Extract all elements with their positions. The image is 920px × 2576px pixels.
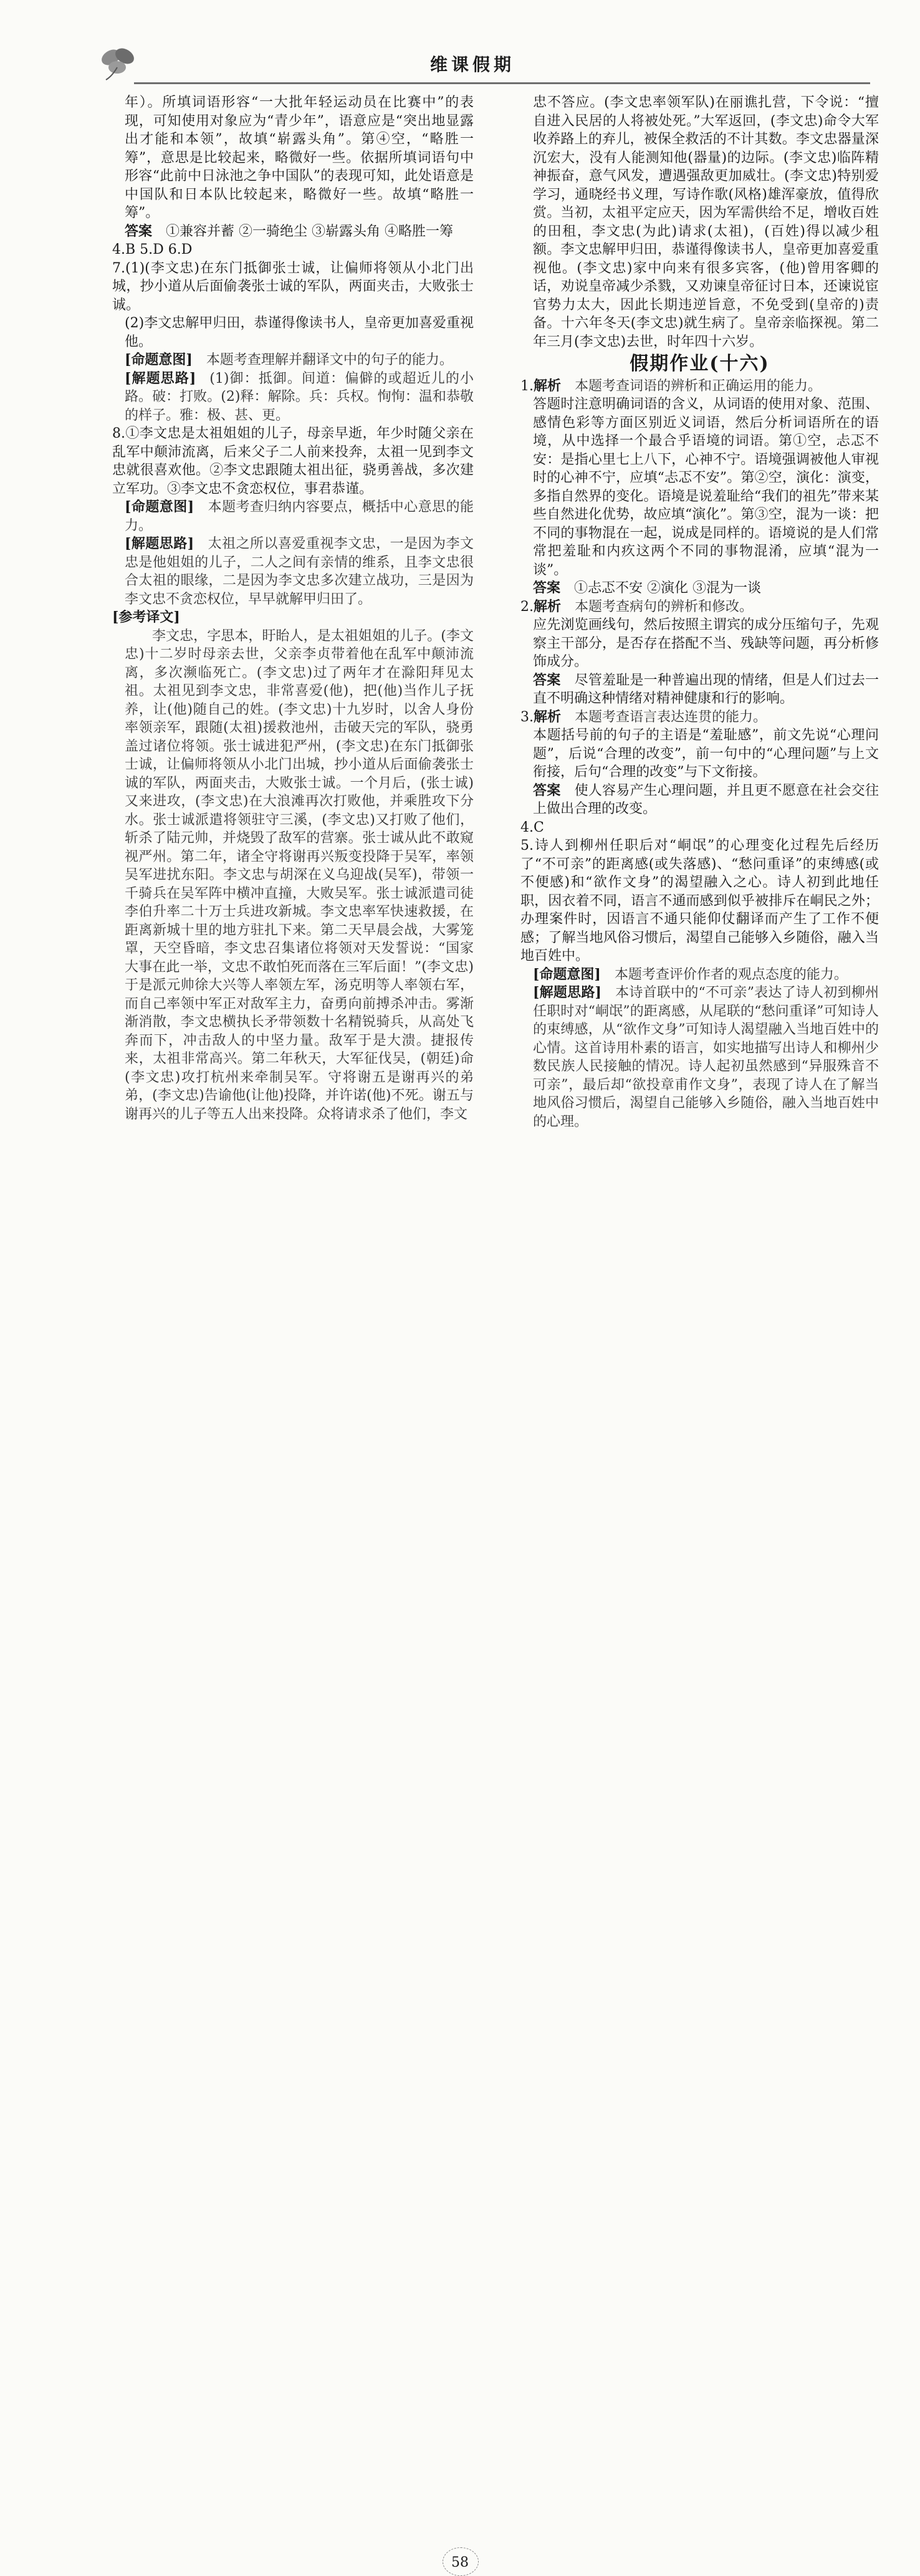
label-tag: [命题意图] [125, 499, 194, 515]
paragraph: 李文忠，字思本，盱眙人，是太祖姐姐的儿子。(李文忠)十二岁时母亲去世，父亲李贞带着他在乱军中颠沛流离，多次濒临死亡。(李文忠)过了两年才在滁阳拜见太祖。太祖见到李文忠，非常喜爱(他)，把(他)当作儿子抚养，让(他)随自己的姓。(李文忠)十九岁时，以舍人身份率领亲军，跟随(太祖)援救池州，击破天完的军队，骁勇盖过诸位将领。张士诚进犯严州，(李文忠)在东门抵御张士诚，让偏师将领从小北门出城，抄小道从后面偷袭张士诚的军队，两面夹击，大败张士诚。一个月后，(张士诚)又来进攻，(李文忠)在大浪滩再次打败他，并乘胜攻下分水。张士诚派遣将领驻守三溪，(李文忠)又打败了他们，斩杀了陆元帅，并烧毁了敌军的营寨。张士诚从此不敢窥视严州。第二年，诸全守将谢再兴叛变投降于吴军，率领吴军进扰东阳。李文忠与胡深在义乌迎战(吴军)，带领一千骑兵在吴军阵中横冲直撞，大败吴军。张士诚派遣司徒李伯升率二十万士兵进攻新城。李文忠率军快速救援，在距离新城十里的地方驻扎下来。第二天早晨会战，大雾笼罩，天空昏暗，李文忠召集诸位将领对天发誓说：“国家大事在此一举，文忠不敢怕死而落在三军后面！”(李文忠)于是派元帅徐大兴等人率领左军，汤克明等人率领右军，而自己率领中军正对敌军主力，奋勇向前搏杀冲击。雾渐渐消散，李文忠横执长矛带领数十名精锐骑兵，从高处飞奔而下，冲击敌人的中坚力量。敌军于是大溃。捷报传来，太祖非常高兴。第二年秋天，大军征伐吴，(朝廷)命(李文忠)攻打杭州来牵制吴军。守将谢五是谢再兴的弟弟，(李文忠)告谕他(让他)投降，并许诺(他)不死。谢五与谢再兴的儿子等五人出来投降。众将请求杀了他们，李文 [125, 628, 474, 1122]
answer-block [520, 782, 879, 819]
block-text: 本题考查语言表达连贯的能力。 [575, 709, 767, 725]
label-tag: [命题意图] [125, 352, 193, 368]
label-tag: 解析 [534, 377, 562, 394]
block-text: 本题考查病句的辨析和修改。 [575, 598, 754, 615]
explanation-block [520, 708, 879, 727]
explanation-block [112, 535, 474, 608]
label-tag: [命题意图] [533, 966, 601, 983]
label-tag: 解析 [534, 598, 562, 615]
numbered-item: 7.(1)(李文忠)在东门抵御张士诚，让偏师将领从小北门出城，抄小道从后面偷袭张士诚的军队，两面夹击，大败张士诚。 [112, 260, 474, 313]
block-text: 本题考查理解并翻译文中的句子的能力。 [206, 352, 453, 368]
block-text: 使人容易产生心理问题，并且更不愿意在社会交往上做出合理的改变。 [533, 782, 879, 817]
paragraph: 应先浏览画线句，然后按照主谓宾的成分压缩句子，先观察主干部分，是否存在搭配不当、残缺等问题，再分析修饰成分。 [533, 617, 879, 670]
item-number: 3. [520, 709, 534, 725]
page-number: 58 [451, 2555, 469, 2570]
paragraph: 答题时注意明确词语的含义，从词语的使用对象、范围、感情色彩等方面区别近义词语，然后分析词语所在的语境，从中选择一个最合乎语境的词语。第①空，忐忑不安：是指心里七上八下，心神不宁。语境强调被他人审视时的心神不宁，应填“忐忑不安”。第②空，演化：演变，多指自然界的变化。语境是说羞耻给“我们的祖先”带来某些自然进化优势，故应填“演化”。第③空，混为一谈：把不同的事物混在一起，说成是同样的。语境说的是人们常常把羞耻和内疚这两个不同的事物混淆，应填“混为一谈”。 [533, 396, 879, 578]
block-text: 本诗首联中的“不可亲”表达了诗人初到柳州任职时对“峒氓”的距离感，从尾联的“愁问重译”可知诗人的束缚感，从“欲作文身”可知诗人渴望融入当地百姓中的心情。这首诗用朴素的语言，如实地描写出诗人和柳州少数民族人民接触的情况。诗人起初虽然感到“异服殊音不可亲”，最后却“欲投章甫作文身”，表现了诗人在了解当地风俗习惯后，渴望自己能够入乡随俗，融入当地百姓中的心理。 [533, 985, 879, 1130]
explanation-block [520, 377, 879, 396]
block-text: ①兼容并蓄 ②一骑绝尘 ③崭露头角 ④略胜一筹 [166, 223, 453, 239]
label-tag: 答案 [533, 580, 561, 596]
page-header [0, 0, 920, 87]
answer-block [520, 671, 879, 708]
explanation-block [112, 370, 474, 425]
block-text: 本题考查评价作者的观点态度的能力。 [614, 966, 848, 983]
label-tag: 解析 [534, 708, 562, 725]
item-number: 2. [520, 598, 534, 615]
block-text: ①忐忑不安 ②演化 ③混为一谈 [574, 580, 762, 596]
label-tag: 答案 [125, 223, 153, 239]
header-title: 维课假期 [430, 54, 515, 75]
numbered-item: 8.①李文忠是太祖姐姐的儿子，母亲早逝，年少时随父亲在乱军中颠沛流离，后来父子二人前来投奔，太祖一见到李文忠就很喜欢他。②李文忠跟随太祖出征，骁勇善战，多次建立军功。③李文忠不贪恋权位，事君恭谨。 [112, 426, 474, 497]
numbered-item: 4.B 5.D 6.D [112, 242, 193, 257]
block-text: (1)御：抵御。间道：偏僻的或超近儿的小路。破：打败。(2)释：解除。兵：兵权。恂恂：温和恭敬的样子。雅：极、甚、更。 [125, 370, 474, 423]
section-label [112, 608, 474, 627]
paragraph: 年）。所填词语形容“一大批年轻运动员在比赛中”的表现，可知使用对象应为“青少年”，语意应是“突出地显露出才能和本领”，故填“崭露头角”。第④空，“略胜一筹”，意思是比较起来，略微好一些。依据所填词语句中形容“此前中日泳池之争中国队”的表现可知，此处语意是中国队和日本队比较起来，略微好一些。故填“略胜一筹”。 [125, 95, 474, 221]
label-tag: [参考译文] [112, 609, 180, 625]
block-text: 本题考查归纳内容要点，概括中心意思的能力。 [125, 499, 474, 534]
right-column [520, 94, 879, 1131]
label-tag: [解题思路] [125, 536, 194, 552]
explanation-block [112, 498, 474, 535]
section-heading: 假期作业(十六) [630, 353, 770, 375]
answer-block [520, 579, 879, 598]
block-text: 太祖之所以喜爱重视李文忠，一是因为李文忠是他姐姐的儿子，二人之间有亲情的维系，且李文忠很合太祖的眼缘，二是因为李文忠多次建立战功，三是因为李文忠不贪恋权位，早早就解甲归田了。 [125, 536, 474, 607]
answer-block [112, 223, 474, 241]
paragraph: 本题括号前的句子的主语是“羞耻感”，前文先说“心理问题”，后说“合理的改变”，前一句中的“心理问题”与上文衔接，后句“合理的改变”与下文衔接。 [533, 728, 879, 780]
header-divider [134, 82, 870, 84]
left-column [112, 94, 474, 1123]
item-number: 1. [520, 378, 534, 394]
explanation-block [520, 966, 879, 984]
block-text: 尽管羞耻是一种普遍出现的情绪，但是人们过去一直不明确这种情绪对精神健康和行的影响。 [533, 672, 879, 706]
block-text: 本题考查词语的辨析和正确运用的能力。 [575, 378, 822, 394]
explanation-block [520, 598, 879, 617]
label-tag: [解题思路] [533, 984, 601, 1001]
label-tag: 答案 [533, 782, 561, 799]
numbered-item: 5.诗人到柳州任职后对“峒氓”的心理变化过程先后经历了“不可亲”的距离感(或失落感)、“愁问重译”的束缚感(或不便感)和“欲作文身”的渴望融入之心。诗人初到此地任职，因衣着不同，语言不通而感到似乎被排斥在峒民之外；办理案件时，因语言不通只能仰仗翻译而产生了工作不便感；了解当地风俗习惯后，渴望自己能够入乡随俗，融入当地百姓中。 [520, 838, 879, 964]
label-tag: [解题思路] [125, 370, 196, 387]
numbered-item: 4.C [520, 819, 544, 835]
page-footer [0, 1272, 920, 2570]
clover-leaf-icon [93, 44, 143, 81]
explanation-block [112, 351, 474, 370]
label-tag: 答案 [533, 671, 561, 688]
paragraph: 忠不答应。(李文忠率领军队)在丽谯扎营，下令说：“擅自进入民居的人将被处死。”大军返回，(李文忠)命令大军收养路上的弃儿，被保全救活的不计其数。李文忠器量深沉宏大，没有人能测知他(器量)的边际。(李文忠)临阵精神振奋，意气风发，遭遇强敌更加威壮。(李文忠)特别爱学习，通晓经书义理，写诗作歌(风格)雄浑豪放，值得欣赏。当初，太祖平定应天，因为军需供给不足，增收百姓的田租，李文忠(为此)请求(太祖)，(百姓)得以减少租额。李文忠解甲归田，恭谨得像读书人，皇帝更加喜爱重视他。(李文忠)家中向来有很多宾客，(他)曾用客卿的话，劝说皇帝减少杀戮，又劝谏皇帝征讨日本，还谏说宦官势力太大，因此长期违逆旨意，不免受到(皇帝的)责备。十六年冬天(李文忠)就生病了。皇帝亲临探视。第二年三月(李文忠)去世，时年四十六岁。 [533, 95, 879, 350]
paragraph: (2)李文忠解甲归田，恭谨得像读书人，皇帝更加喜爱重视他。 [125, 315, 474, 350]
explanation-block [520, 984, 879, 1131]
